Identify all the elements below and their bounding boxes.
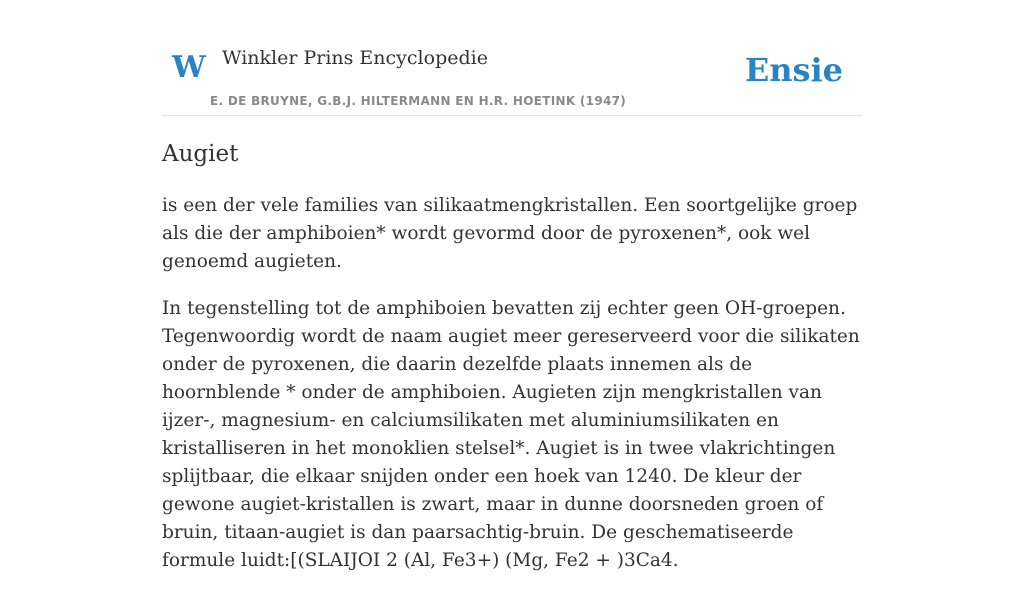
source-title-link[interactable]: Winkler Prins Encyclopedie — [222, 47, 488, 69]
source-logo-icon[interactable]: W — [172, 50, 206, 85]
brand-logo-link[interactable]: Ensie — [744, 51, 843, 89]
article-body — [162, 192, 862, 594]
article-paragraph: is een der vele families van silikaatmengkristallen. Een soortgelijke groep als die der amphiboien* wordt gevormd door de pyroxenen*, ook wel genoemd augieten. — [162, 195, 858, 272]
article-paragraph: In tegenstelling tot de amphiboien bevatten zij echter geen OH-groepen. Tegenwoordig wordt de naam augiet meer gereserveerd voor die silikaten onder de pyroxenen, die daarin dezelfde plaats innemen als de hoornblende * onder de amphiboien. Augieten zijn mengkristallen van ijzer-, magnesium- en calciumsilikaten met aluminiumsilikaten en kristalliseren in het monoklien stelsel*. Augiet is in twee vlakrichtingen splijtbaar, die elkaar snijden onder een hoek van 1240. De kleur der gewone augiet-kristallen is zwart, maar in dunne doorsneden groen of bruin, titaan-augiet is dan paarsachtig-bruin. De geschematiseerde formule luidt:[(SLAIJOI 2 (Al, Fe3+) (Mg, Fe2 + )3Ca4. — [162, 298, 860, 571]
header — [162, 0, 862, 116]
content-container — [162, 0, 862, 571]
authors-line: E. DE BRUYNE, G.B.J. HILTERMANN EN H.R. HOETINK (1947) — [210, 94, 627, 108]
article-title: Augiet — [162, 141, 239, 167]
